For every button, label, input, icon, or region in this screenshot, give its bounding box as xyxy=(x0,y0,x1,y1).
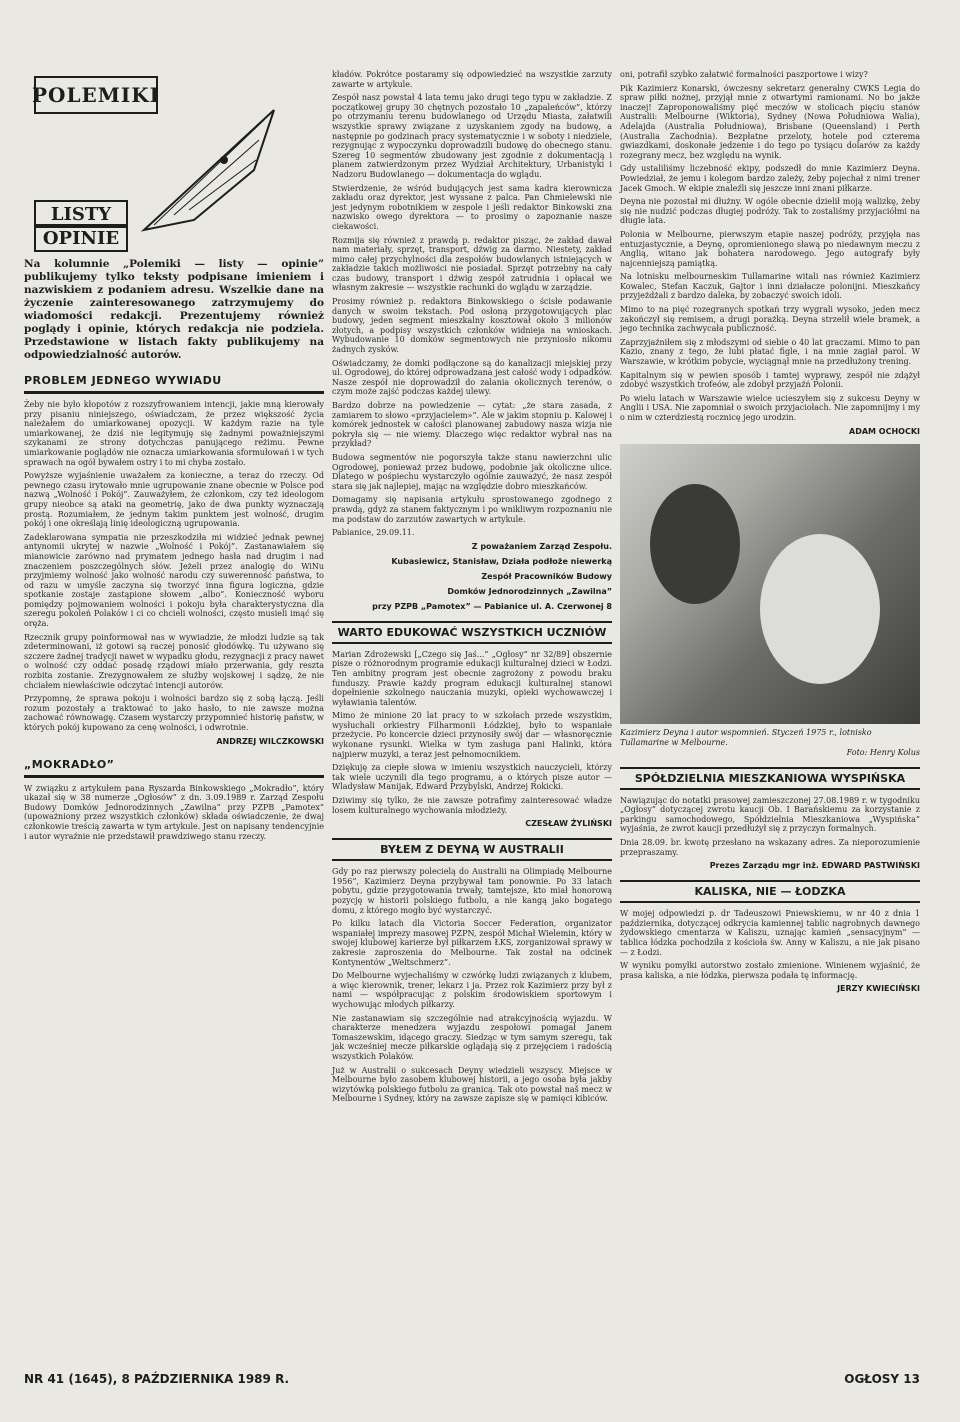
title-bar xyxy=(24,775,324,778)
pen-illustration-icon xyxy=(134,100,284,240)
issue-info: NR 41 (1645), 8 PAŹDZIERNIKA 1989 R. xyxy=(24,1372,290,1386)
article-paragraph: Nawiązując do notatki prasowej zamieszczonej 27.08.1989 r. w tygodniku „Ogłosy” dotyczącej zwrotu kaucji Ob. I Barańskiemu za korzystanie z parkingu samochodowego, Spółdzielnia Mieszkaniowa „Wyspińska” wyjaśnia, że zwrot kaucji przedłużył się z przyczyn formalnych. xyxy=(620,795,920,834)
article-paragraph: kładów. Pokrótce postaramy się odpowiedzieć na wszystkie zarzuty zawarte w artykule. xyxy=(332,70,612,89)
article-paragraph: Zespół nasz powstał 4 lata temu jako drugi tego typu w zakładzie. Z początkowej grupy 30 chętnych pozostało 10 „zapaleńców”, którzy po otrzymaniu terenu budowlanego od Urzędu Miasta, załatwili wszystkie sprawy związane z uzyskaniem zgody na budowę, a następnie po godzinach pracy systematycznie i w soboty i niedziele, rezygnując z wypoczynku doprowadzili budowę do obecnego stanu. Szereg 10 segmentów zbudowany jest zgodnie z dokumentacją i planem zatwierdzonym przez Wydział Architektury, Urbanistyki i Nadzoru Budowlanego — dokumentacja do wglądu. xyxy=(332,93,612,179)
article-paragraph: Gdy ustaliliśmy liczebność ekipy, podszedł do mnie Kazimierz Deyna. Powiedział, że jemu i kolegom bardzo zależy, żeby pojechał z nimi trener Jacek Gmoch. W ekipie znaleźli się jeszcze inni znani piłkarze. xyxy=(620,164,920,193)
article-paragraph: W wyniku pomyłki autorstwo zostało zmienione. Winienem wyjaśnić, że prasa kaliska, a nie łódzka, pierwsza podała tę informację. xyxy=(620,961,920,980)
article-paragraph: W związku z artykułem pana Ryszarda Binkowskiego „Mokradło”, który ukazał się w 38 numerze „Ogłosów” z dn. 3.09.1989 r. Zarząd Zespołu Budowy Domków Jednorodzinnych „Zawilna” przy PZPB „Pamotex” (upoważniony przez wszystkich członków) składa oświadczenie, że dwaj członkowie treścią zawarta w tym artykule. Jest on napisany tendencyjnie i autor wyraźnie nie przedstawił prawdziwego stanu rzeczy. xyxy=(24,783,324,841)
article-paragraph: Dziękuję za ciepłe słowa w imieniu wszystkich nauczycieli, którzy tak wiele uczynili dla tego programu, a o których pisze autor — Wladysław Manijak, Edward Przybylski, Andrzej Rokicki. xyxy=(332,763,612,792)
article-paragraph: Oświadczamy, że domki podłączone są do kanalizacji miejskiej przy ul. Ogrodowej, do której odprowadzana jest całość wody i odpadków. Nasze zespół nie doprowadził do zalania okolicznych terenów, o czym może zajść podczas każdej ulewy. xyxy=(332,358,612,397)
title-bar xyxy=(24,391,324,394)
article-paragraph: Bardzo dobrze na powiedzenie — cytat: „że stara zasada, z zamiarem to słowo «przyjacielem»”. Ale w jakim stopniu p. Kalowej i komórek jednostek w całości planowanej zabudowy nasza wizja nie pokryła się — nie wiemy. Dlaczego więc redaktor wybrał nas na przykład? xyxy=(332,401,612,449)
intro-text: Na kolumnie „Polemiki — listy — opinie” publikujemy tylko teksty podpisane imieniem i nazwiskiem z podaniem adresu. Wszelkie dane na życzenie zainteresowanego zatrzymujemy do wiadomości redakcji. Prezentujemy również poglądy i opinie, których redakcja nie podziela. Przedstawione w listach fakty publikujemy na odpowiedzialność autorów. xyxy=(24,258,324,361)
article-paragraph: Powyższe wyjaśnienie uważałem za konieczne, a teraz do rzeczy. Od pewnego czasu irytowało mnie ugrupowanie znane obecnie w Polsce pod nazwą „Wolność i Pokój”. Zauważyłem, że członkom, czy też ideologom grupy nieobce są ataki na geometrię, jako de dwa punkty wyznaczają prostą. Rozumiałem, że jednym takim punktem jest wolność, drugim pokój i one określają linię ideologiczną ugrupowania. xyxy=(24,471,324,529)
photo-credit: Foto: Henry Kolus xyxy=(846,747,920,757)
article-paragraph: Do Melbourne wyjechaliśmy w czwórkę ludzi związanych z klubem, a więc kierownik, trener, lekarz i ja. Przez rok Kazimierz przy był z nami — współpracując z polskim środowiskiem sportowym i wychowując młodych piłkarzy. xyxy=(332,971,612,1009)
signature-line: Domków Jednorodzinnych „Zawilna” xyxy=(447,586,612,596)
article-paragraph: Po kilku latach dla Victoria Soccer Federation, organizator wspaniałej imprezy masowej PZPN, zespół Michał Wielemin, który w swojej klubowej karierze był piłkarzem ŁKS, zorganizował sprawy w zakresie zaproszenia do Melbourne. Tak został na odcinek Kontynentów „Weltschmerz”. xyxy=(332,919,612,967)
article-paragraph: Przypomnę, że sprawa pokoju i wolności bardzo się z sobą łączą. Jeśli rozum pozostały a traktować to jako hasło, to nie zawsze można zachować równowagę. Czasem wystarczy przypomnieć historię państw, w których pokój kupowano za cenę wolności, i odwrotnie. xyxy=(24,694,324,732)
article-paragraph: Już w Australii o sukcesach Deyny wiedzieli wszyscy. Miejsce w Melbourne było zasobem klubowej historii, a jego osoba była jakby wizytówką polskiego futbolu za granicą. Tak oto powstał naš mecz w Melbourne i Sydney, który na zawsze zapisze się w pamięci kibiców. xyxy=(332,1065,612,1104)
article-paragraph: Rzecznik grupy poinformował nas w wywiadzie, że młodzi ludzie są tak zdeterminowani, iż gotowi są raczej ponosić głodówkę. Tu używano się szczere żadnej tradycji nawet w wypadku głodu, rezygnacji z pracy nawet o wolność czy oddać posadę rządowi miało przerwania, gdy reszta rozbita zostanie. Zrezygnowałem ze służby wojskowej i sądzę, że nie chciałem niewłaściwie odczytać intencji autorów. xyxy=(24,632,324,690)
column-left xyxy=(24,70,324,845)
article-paragraph: Rozmija się również z prawdą p. redaktor pisząc, że zakład dawał nam materiały, sprzęt, transport, dźwig za darmo. Niestety, zakład mimo całej przychylności dla zespołów budowlanych istniejących w zakładzie takich możliwości nie posiadał. Sprzęt potrzebny na cały czas budowy, transport i dźwig zespół zatrudnia i opłacał we własnym zakresie — wszystkie rachunki do wglądu w zarządzie. xyxy=(332,235,612,293)
section-logo xyxy=(34,70,294,250)
article-paragraph: Deyna nie pozostał mi dłużny. W ogóle obecnie dzielił moją walizkę, żeby się nie nudzić podczas długiej podróży. Tak to zostaliśmy przyjaciółmi na długie lata. xyxy=(620,197,920,226)
column-right xyxy=(620,70,920,999)
photo-figure xyxy=(760,534,880,684)
article-paragraph: Po wielu latach w Warszawie wielce ucieszyłem się z sukcesu Deyny w Anglii i USA. Nie zapomniał o swoich przyjaciołach. Nie zapomnijmy i my o nim w czterdziestą rocznicę jego urodzin. xyxy=(620,393,920,422)
signature-line: Kubasiewicz, Stanisław, Działa podłoże niewerką xyxy=(391,556,612,566)
article-paragraph: oni, potrafił szybko załatwić formalności paszportowe i wizy? xyxy=(620,70,868,79)
article-paragraph: Marian Zdrożewski [„Czego się Jaś...” „Ogłosy” nr 32/89] obszernie pisze o różnorodnym programie edukacji kulturalnej dzieci w Łodzi. Ten ambitny program jest obecnie zagrożony z powodu braku funduszy. Prawie każdy program edukacji kulturalnej stanowi dopełnienie szkolnego nauczania muzyki, opieki wychowawczej i wyławiania talentów. xyxy=(332,649,612,707)
article-signature: ADAM OCHOCKI xyxy=(849,426,920,436)
photo-caption: Kazimierz Deyna i autor wspomnień. Styczeń 1975 r., lotnisko Tullamarine w Melbourne. xyxy=(620,727,872,747)
article-paragraph: Domagamy się napisania artykułu sprostowanego zgodnego z prawdą, gdyż za stanem faktycznym i po wnikliwym rozpoznaniu nie ma podstaw do zarzutów zawartych w artykule. xyxy=(332,495,612,524)
article-paragraph: Stwierdzenie, że wśród budujących jest sama kadra kierownicza zakładu oraz dyrektor, jest wyssane z palca. Pan Chmielewski nie jest jedynym robotnikiem w zespole i jeśli redaktor Binkowski zna nazwisko owego dyrektora — to prosimy o zapoznanie nasze ciekawości. xyxy=(332,183,612,231)
article-title: WARTO EDUKOWAĆ WSZYSTKICH UCZNIÓW xyxy=(332,621,612,644)
article-paragraph: Pik Kazimierz Konarski, ówczesny sekretarz generalny CWKS Legia do spraw piłki nożnej, przyjął mnie z otwartymi ramionami. No bo jakże inaczej! Zaproponowaliśmy pięć meczów w stolicach pięciu stanów Australii: Melbourne (Wiktoria), Sydney (Nowa Południowa Walia), Adelajda (Australia Południowa), Brisbane (Queensland) i Perth (Australia Zachodnia). Bezpłatne przeloty, hotele pod czterema gwiazdkami, doskonałe jedzenie i do tego po tysiącu dolarów za każdy rozegrany mecz, bez względu na wynik. xyxy=(620,83,920,160)
signature-line: przy PZPB „Pamotex” — Pabianice ul. A. Czerwonej 8 xyxy=(372,601,612,611)
article-paragraph: Prosimy również p. redaktora Binkowskiego o ścisłe podawanie danych w swoim tekstach. Pod osłoną przygotowujących plac budowy, jeden segment mieszkalny kosztował około 3 milionów złotych, a podpisy wszystkich członków widnieja na wnioskach. Wybudowanie 10 domków segmentowych nie przyniosło nikomu żadnych zysków. xyxy=(332,297,612,355)
logo-listy: LISTY xyxy=(34,200,128,228)
photo-figure xyxy=(650,484,740,604)
article-paragraph: W mojej odpowiedzi p. dr Tadeuszowi Pniewskiemu, w nr 40 z dnia 1 października, dotyczącej odkrycia kamiennej tablic nagrobnych dawnego żydowskiego cmentarza w Kaliszu, uznając kamień „sensacyjnym” — tablica łódzka pochodziła z kościoła św. Anny w Kaliszu, a nie jak pisano — z Łodzi. xyxy=(620,909,920,957)
article-paragraph: Żeby nie było kłopotów z rozszyfrowaniem intencji, jakie mną kierowały przy pisaniu niniejszego, oświadczam, że przez większość życia należałem do umiarkowanej opozycji. W każdym razie na tyle umiarkowanej, że dziś nie legitymuję się żadnymi poważniejszymi szykanami ze strony dotychczas panującego reżimu. Pewne umiarkowanie poglądów nie oznacza umiarkowania sformułowań i w tych sprawach na ogół bywałem ostry i to mi chyba zostało. xyxy=(24,400,324,467)
logo-polemiki: POLEMIKI xyxy=(34,76,158,114)
article-paragraph: Kapitalnym się w pewien sposób i tamtej wyprawy, zespół nie zdążył zdobyć wszystkich trofeów, ale zdobył przyjaźń Polonii. xyxy=(620,370,920,390)
logo-opinie: OPINIE xyxy=(34,224,128,252)
article-paragraph: Budowa segmentów nie pogorszyła także stanu nawierzchni ulic Ogrodowej, ponieważ przez budowę, podobnie jak okoliczne ulice. Dlatego w pośpiechu wystarczyło ogólnie zauważyć, że nasz zespół stara się jak najlepiej, mając na względzie dobro mieszkańców. xyxy=(332,452,612,491)
article-paragraph: Zaprzyjaźniłem się z młodszymi od siebie o 40 lat graczami. Mimo to pan Kazio, znany z tego, że lubi płatać figle, i na mnie zagiał parol. W Warszawie, w krótkim pobycie, wyciągnął mnie na przedłużony trening. xyxy=(620,337,920,367)
article-signature: CZESŁAW ŻYLIŃSKI xyxy=(525,819,612,829)
article-title: BYŁEM Z DEYNĄ W AUSTRALII xyxy=(332,838,612,861)
news-photo xyxy=(620,444,920,724)
article-paragraph: Dziwimy się tylko, że nie zawsze potrafimy zainteresować władze losem kulturalnego wychowania młodzieży. xyxy=(332,796,612,815)
article-paragraph: Zadeklarowana sympatia nie przeszkodziła mi widzieć jednak pewnej antynomii ukrytej w nazwie „Wolność i Pokój”. Zastanawiałem się mianowicie zarówno nad prymatem jednego hasła nad drugim i nad znaczeniem poszczególnych słów. Jeżeli przez analogię do WiNu przyjmiemy wolność jako wolność narodu czy suwerenność państwa, to od razu w umyśle zaczyna się tworzyć inna figura logiczna, gdzie spotkanie zostaje zastąpione słowem „albo”. Konieczność wyboru pomiędzy pojmowaniem wolności i pokoju była charakterystyczna dla szeregu pokoleń Polaków i ci co chcieli wolności, często musieli imąć się oręża. xyxy=(24,532,324,629)
article-title: „MOKRADŁO” xyxy=(24,757,115,771)
article-paragraph: Mimo że minione 20 lat pracy to w szkołach przede wszystkim, wysłuchali orkiestry Filharmonii Łódzkiej, było to wspaniałe przeżycie. Po koncercie dzieci przynosiły swój dar — własnoręcznie wykonane rysunki. Wielka w tym zasługa pani Halinki, która najpierw muzyki, a teraz jest pełnomocnikiem. xyxy=(332,711,612,759)
article-signature: ANDRZEJ WILCZKOWSKI xyxy=(216,736,324,746)
place-date: Pabianice, 29.09.11. xyxy=(332,528,415,538)
article-paragraph: Dnia 28.09. br. kwotę przesłano na wskazany adres. Za nieporozumienie przepraszamy. xyxy=(620,837,920,857)
page-number: OGŁOSY 13 xyxy=(844,1372,920,1386)
column-middle xyxy=(332,70,612,1108)
article-paragraph: Nie zastanawiam się szczególnie nad atrakcyjnością wyjazdu. W charakterze menedzera wyjazdu zespołowi pomagał Janem Tomaszewskim, idącego graczy. Siedząc w tym samym szeregu, tak jak wcześniej mecze piłkarskie oglądają się z przejęciem i radością wszystkich Polaków. xyxy=(332,1013,612,1061)
article-signature: JERZY KWIECIŃSKI xyxy=(837,984,920,994)
article-paragraph: Polonia w Melbourne, pierwszym etapie naszej podróży, przyjęła nas entuzjastycznie, a Deynę, opromienionego sławą po niedawnym meczu z Anglią, witano jak bohatera narodowego. Jego autografy były najcenniejszą pamiątką. xyxy=(620,229,920,268)
signature-line: Z poważaniem Zarząd Zespołu. xyxy=(471,541,612,551)
article-paragraph: Mimo to na pięć rozegranych spotkań trzy wygrali wysoko, jeden mecz zakończył się remisem, a drugi porażką. Deyna strzelił wiele bramek, a jego technika zachwycała publiczność. xyxy=(620,305,920,334)
article-paragraph: Na lotnisku melbourneskim Tullamarine witali nas również Kazimierz Kowalec, Stefan Kaczuk, Gajtor i inni działacze polonijni. Mieszkańcy przyjeżdżali z bardzo daleka, by zobaczyć swoich idoli. xyxy=(620,272,920,301)
article-title: PROBLEM JEDNEGO WYWIADU xyxy=(24,374,222,387)
article-title: SPÓŁDZIELNIA MIESZKANIOWA WYSPIŃSKA xyxy=(620,767,920,790)
article-paragraph: Gdy po raz pierwszy polecielą do Australii na Olimpiadę Melbourne 1956”, Kazimierz Deyna przybywał tam ponownie. Po 33 latach pobytu, gdzie przygotowania trwały, tamtejsze, kto miał honorową pozycję w historii polskiego futbolu, a nie kangą jako bogatego domu, z którego mogło być wystarczyć. xyxy=(332,867,612,915)
article-signature: Prezes Zarządu mgr inż. EDWARD PASTWIŃSKI xyxy=(709,861,920,871)
article-title: KALISKA, NIE — ŁODZKA xyxy=(620,880,920,903)
signature-line: Zespół Pracowników Budowy xyxy=(481,571,612,581)
